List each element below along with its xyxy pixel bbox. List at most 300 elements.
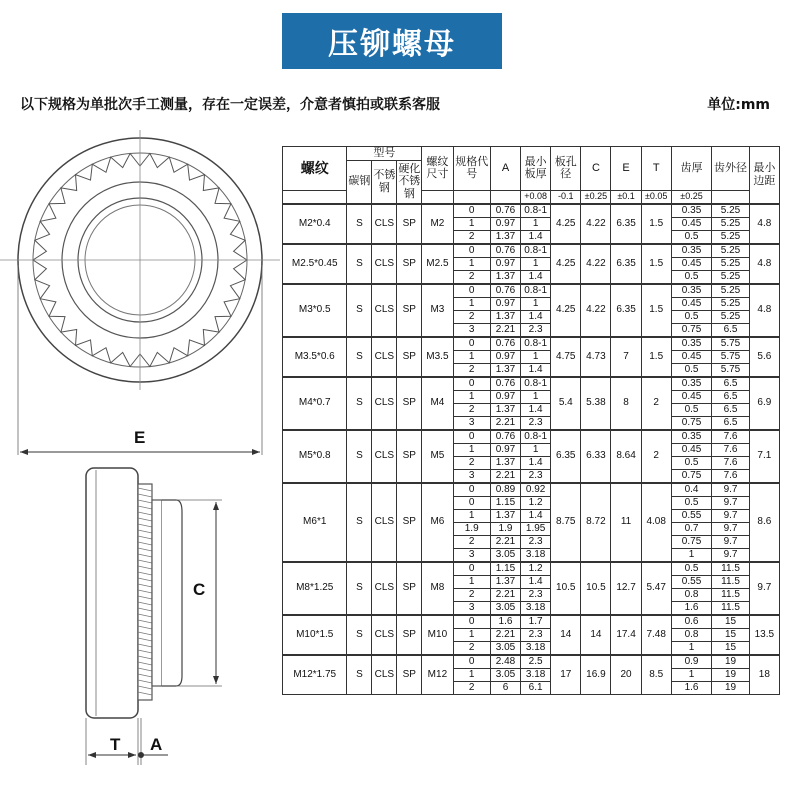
hardened-cell: SP: [397, 284, 422, 337]
min-thick-cell: 1.7: [521, 615, 551, 629]
spec-code-cell: 0: [453, 483, 490, 497]
e-cell: 6.35: [611, 284, 641, 337]
a-cell: 2.21: [490, 535, 520, 548]
min-thick-cell: 1: [521, 297, 551, 310]
spec-code-cell: 0: [453, 562, 490, 576]
a-cell: 3.05: [490, 668, 520, 681]
c-cell: 10.5: [581, 562, 611, 615]
tooth-thick-cell: 0.75: [671, 323, 712, 337]
tooth-od-cell: 9.7: [712, 483, 749, 497]
carbon-cell: S: [347, 244, 372, 284]
t-cell: 5.47: [641, 562, 671, 615]
tooth-od-cell: 9.7: [712, 496, 749, 509]
a-cell: 1.37: [490, 509, 520, 522]
tooth-od-cell: 5.25: [712, 230, 749, 244]
carbon-cell: S: [347, 615, 372, 655]
min-thick-cell: 1: [521, 350, 551, 363]
tooth-thick-cell: 1.6: [671, 681, 712, 694]
hardened-cell: SP: [397, 204, 422, 244]
min-thick-cell: 0.8-1: [521, 430, 551, 444]
spec-code-cell: 1.9: [453, 522, 490, 535]
tooth-thick-cell: 0.45: [671, 257, 712, 270]
label-a: A: [150, 735, 163, 754]
min-thick-cell: 2.3: [521, 535, 551, 548]
tooth-od-cell: 7.6: [712, 443, 749, 456]
tooth-thick-cell: 0.8: [671, 588, 712, 601]
carbon-cell: S: [347, 430, 372, 483]
carbon-cell: S: [347, 483, 372, 562]
tooth-thick-cell: 1.6: [671, 601, 712, 615]
spec-code-cell: 3: [453, 469, 490, 483]
header-thread: 螺纹: [283, 147, 347, 191]
stainless-cell: CLS: [372, 244, 397, 284]
thread-cell: M4*0.7: [283, 377, 347, 430]
tooth-thick-cell: 0.75: [671, 416, 712, 430]
tooth-thick-cell: 0.45: [671, 443, 712, 456]
stainless-cell: CLS: [372, 483, 397, 562]
min-thick-cell: 2.3: [521, 323, 551, 337]
thread-cell: M2.5*0.45: [283, 244, 347, 284]
carbon-cell: S: [347, 204, 372, 244]
nut-side-view: [86, 468, 182, 718]
min-thick-cell: 0.8-1: [521, 284, 551, 298]
size-cell: M10: [422, 615, 453, 655]
min-thick-cell: 1: [521, 217, 551, 230]
header-e: E: [611, 147, 641, 191]
tooth-od-cell: 5.75: [712, 337, 749, 351]
tooth-thick-cell: 0.35: [671, 430, 712, 444]
tooth-thick-cell: 0.5: [671, 403, 712, 416]
a-cell: 1.37: [490, 310, 520, 323]
tooth-od-cell: 6.5: [712, 403, 749, 416]
tooth-thick-cell: 0.35: [671, 204, 712, 218]
header-model-group: 型号: [347, 147, 422, 161]
c-cell: 8.72: [581, 483, 611, 562]
spec-code-cell: 1: [453, 390, 490, 403]
spec-code-cell: 3: [453, 416, 490, 430]
min-thick-cell: 1.4: [521, 363, 551, 377]
e-cell: 7: [611, 337, 641, 377]
hardened-cell: SP: [397, 337, 422, 377]
hardened-cell: SP: [397, 655, 422, 695]
thread-cell: M12*1.75: [283, 655, 347, 695]
stainless-cell: CLS: [372, 337, 397, 377]
spec-code-cell: 0: [453, 377, 490, 391]
min-thick-cell: 1.2: [521, 562, 551, 576]
tooth-thick-cell: 0.55: [671, 575, 712, 588]
e-cell: 8.64: [611, 430, 641, 483]
a-cell: 0.76: [490, 204, 520, 218]
hole-cell: 4.25: [551, 204, 581, 244]
min-edge-cell: 9.7: [749, 562, 779, 615]
min-thick-cell: 1.4: [521, 230, 551, 244]
spec-code-cell: 2: [453, 230, 490, 244]
thread-cell: M10*1.5: [283, 615, 347, 655]
spec-code-cell: 1: [453, 217, 490, 230]
min-edge-cell: 4.8: [749, 244, 779, 284]
tooth-od-cell: 6.5: [712, 323, 749, 337]
spec-code-cell: 2: [453, 270, 490, 284]
a-cell: 0.97: [490, 297, 520, 310]
t-cell: 2: [641, 430, 671, 483]
size-cell: M2: [422, 204, 453, 244]
c-cell: 4.22: [581, 204, 611, 244]
min-thick-cell: 2.5: [521, 655, 551, 669]
spec-code-cell: 1: [453, 297, 490, 310]
e-cell: 6.35: [611, 204, 641, 244]
tooth-od-cell: 5.25: [712, 204, 749, 218]
nut-top-view: [0, 130, 280, 390]
a-cell: 1.15: [490, 562, 520, 576]
tooth-thick-cell: 0.5: [671, 562, 712, 576]
thread-cell: M8*1.25: [283, 562, 347, 615]
a-cell: 0.97: [490, 257, 520, 270]
thread-cell: M2*0.4: [283, 204, 347, 244]
tooth-od-cell: 5.25: [712, 257, 749, 270]
tooth-thick-cell: 0.45: [671, 350, 712, 363]
stainless-cell: CLS: [372, 430, 397, 483]
tooth-od-cell: 5.75: [712, 363, 749, 377]
min-thick-cell: 1.2: [521, 496, 551, 509]
min-thick-cell: 3.18: [521, 548, 551, 562]
table-row: [283, 244, 780, 258]
min-edge-cell: 7.1: [749, 430, 779, 483]
stainless-cell: CLS: [372, 377, 397, 430]
min-thick-cell: 1.4: [521, 403, 551, 416]
min-thick-cell: 1: [521, 390, 551, 403]
t-cell: 4.08: [641, 483, 671, 562]
t-cell: 1.5: [641, 284, 671, 337]
a-cell: 1.37: [490, 575, 520, 588]
table-row: [283, 655, 780, 669]
tolerance-t: ±0.1: [611, 190, 641, 204]
hole-cell: 14: [551, 615, 581, 655]
stainless-cell: CLS: [372, 284, 397, 337]
stainless-cell: CLS: [372, 562, 397, 615]
e-cell: 17.4: [611, 615, 641, 655]
tooth-od-cell: 6.5: [712, 390, 749, 403]
min-thick-cell: 2.3: [521, 416, 551, 430]
a-cell: 2.48: [490, 655, 520, 669]
t-cell: 8.5: [641, 655, 671, 695]
size-cell: M4: [422, 377, 453, 430]
c-cell: 4.22: [581, 244, 611, 284]
table-row: [283, 284, 780, 298]
min-thick-cell: 6.1: [521, 681, 551, 694]
c-cell: 6.33: [581, 430, 611, 483]
tolerance-tooth-thick: ±0.05: [641, 190, 671, 204]
tolerance-c: -0.1: [551, 190, 581, 204]
tooth-od-cell: 19: [712, 655, 749, 669]
size-cell: M12: [422, 655, 453, 695]
tooth-od-cell: 11.5: [712, 601, 749, 615]
a-cell: 0.76: [490, 244, 520, 258]
thread-cell: M6*1: [283, 483, 347, 562]
tooth-od-cell: 7.6: [712, 456, 749, 469]
min-edge-cell: 4.8: [749, 284, 779, 337]
t-cell: 2: [641, 377, 671, 430]
tooth-thick-cell: 0.35: [671, 337, 712, 351]
a-cell: 0.97: [490, 350, 520, 363]
tooth-od-cell: 11.5: [712, 562, 749, 576]
a-cell: 1.9: [490, 522, 520, 535]
min-thick-cell: 1.4: [521, 509, 551, 522]
hole-cell: 8.75: [551, 483, 581, 562]
a-cell: 3.05: [490, 601, 520, 615]
hole-cell: 4.25: [551, 244, 581, 284]
t-cell: 7.48: [641, 615, 671, 655]
tooth-od-cell: 5.25: [712, 284, 749, 298]
technical-drawing: [0, 0, 280, 800]
a-cell: 0.76: [490, 337, 520, 351]
a-cell: 0.97: [490, 217, 520, 230]
size-cell: M3.5: [422, 337, 453, 377]
min-edge-cell: 6.9: [749, 377, 779, 430]
tooth-od-cell: 5.25: [712, 270, 749, 284]
min-thick-cell: 0.92: [521, 483, 551, 497]
header-stainless: 不锈钢: [372, 160, 397, 204]
tooth-od-cell: 19: [712, 668, 749, 681]
size-cell: M6: [422, 483, 453, 562]
tooth-od-cell: 5.75: [712, 350, 749, 363]
c-cell: 4.73: [581, 337, 611, 377]
tooth-thick-cell: 1: [671, 668, 712, 681]
size-cell: M8: [422, 562, 453, 615]
spec-code-cell: 2: [453, 588, 490, 601]
hole-cell: 10.5: [551, 562, 581, 615]
spec-code-cell: 1: [453, 575, 490, 588]
unit-label: 单位:mm: [707, 97, 770, 113]
hardened-cell: SP: [397, 483, 422, 562]
spec-code-cell: 3: [453, 323, 490, 337]
spec-code-cell: 1: [453, 443, 490, 456]
table-row: [283, 204, 780, 218]
a-cell: 2.21: [490, 323, 520, 337]
thread-cell: M3*0.5: [283, 284, 347, 337]
tooth-thick-cell: 0.75: [671, 469, 712, 483]
header-min-edge: 最小边距: [749, 147, 779, 204]
a-cell: 0.76: [490, 430, 520, 444]
tooth-thick-cell: 0.45: [671, 297, 712, 310]
min-thick-cell: 1: [521, 257, 551, 270]
t-cell: 1.5: [641, 244, 671, 284]
header-t: T: [641, 147, 671, 191]
a-cell: 1.37: [490, 363, 520, 377]
a-cell: 1.37: [490, 456, 520, 469]
spec-code-cell: 2: [453, 310, 490, 323]
spec-code-cell: 1: [453, 257, 490, 270]
e-cell: 6.35: [611, 244, 641, 284]
carbon-cell: S: [347, 655, 372, 695]
min-edge-cell: 18: [749, 655, 779, 695]
min-edge-cell: 4.8: [749, 204, 779, 244]
tooth-thick-cell: 1: [671, 641, 712, 655]
tooth-thick-cell: 0.45: [671, 217, 712, 230]
a-cell: 1.37: [490, 270, 520, 284]
c-cell: 14: [581, 615, 611, 655]
min-thick-cell: 2.3: [521, 469, 551, 483]
tooth-thick-cell: 0.5: [671, 456, 712, 469]
min-thick-cell: 0.8-1: [521, 204, 551, 218]
a-cell: 2.21: [490, 416, 520, 430]
tooth-od-cell: 9.7: [712, 548, 749, 562]
spec-code-cell: 2: [453, 403, 490, 416]
min-thick-cell: 1.4: [521, 456, 551, 469]
label-c: C: [193, 580, 206, 599]
spec-code-cell: 0: [453, 337, 490, 351]
table-row: [283, 377, 780, 391]
a-cell: 1.15: [490, 496, 520, 509]
tolerance-hole: +0.08: [521, 190, 551, 204]
hole-cell: 17: [551, 655, 581, 695]
spec-code-cell: 3: [453, 548, 490, 562]
carbon-cell: S: [347, 337, 372, 377]
tooth-thick-cell: 0.5: [671, 230, 712, 244]
hardened-cell: SP: [397, 430, 422, 483]
header-tooth-thick: 齿厚: [671, 147, 712, 191]
min-thick-cell: 3.18: [521, 641, 551, 655]
stainless-cell: CLS: [372, 204, 397, 244]
a-cell: 6: [490, 681, 520, 694]
tooth-od-cell: 15: [712, 628, 749, 641]
hole-cell: 6.35: [551, 430, 581, 483]
a-cell: 1.6: [490, 615, 520, 629]
tooth-od-cell: 7.6: [712, 430, 749, 444]
min-thick-cell: 0.8-1: [521, 377, 551, 391]
a-cell: 2.21: [490, 469, 520, 483]
hardened-cell: SP: [397, 615, 422, 655]
e-cell: 8: [611, 377, 641, 430]
table-row: [283, 430, 780, 444]
tooth-thick-cell: 0.5: [671, 363, 712, 377]
tooth-od-cell: 15: [712, 641, 749, 655]
spec-code-cell: 1: [453, 668, 490, 681]
tooth-thick-cell: 0.6: [671, 615, 712, 629]
min-thick-cell: 3.18: [521, 601, 551, 615]
thread-cell: M5*0.8: [283, 430, 347, 483]
header-spec-code: 规格代号: [453, 147, 490, 191]
tooth-od-cell: 15: [712, 615, 749, 629]
header-hardened: 硬化不锈钢: [397, 160, 422, 204]
tooth-thick-cell: 0.5: [671, 310, 712, 323]
spec-code-cell: 2: [453, 641, 490, 655]
header-a: A: [490, 147, 520, 191]
min-thick-cell: 0.8-1: [521, 244, 551, 258]
tooth-thick-cell: 1: [671, 548, 712, 562]
tooth-thick-cell: 0.35: [671, 377, 712, 391]
min-edge-cell: 13.5: [749, 615, 779, 655]
stainless-cell: CLS: [372, 655, 397, 695]
spec-table: [282, 146, 780, 695]
tooth-od-cell: 9.7: [712, 522, 749, 535]
tooth-thick-cell: 0.35: [671, 244, 712, 258]
tooth-od-cell: 6.5: [712, 377, 749, 391]
a-cell: 0.76: [490, 377, 520, 391]
tooth-thick-cell: 0.55: [671, 509, 712, 522]
tooth-od-cell: 6.5: [712, 416, 749, 430]
tolerance-tooth-od: ±0.25: [671, 190, 712, 204]
table-row: [283, 483, 780, 497]
tooth-od-cell: 7.6: [712, 469, 749, 483]
min-edge-cell: 8.6: [749, 483, 779, 562]
min-edge-cell: 5.6: [749, 337, 779, 377]
tooth-od-cell: 9.7: [712, 535, 749, 548]
a-cell: 2.21: [490, 628, 520, 641]
spec-code-cell: 0: [453, 244, 490, 258]
size-cell: M2.5: [422, 244, 453, 284]
tolerance-e: ±0.25: [581, 190, 611, 204]
spec-code-cell: 1: [453, 509, 490, 522]
hardened-cell: SP: [397, 244, 422, 284]
min-thick-cell: 3.18: [521, 668, 551, 681]
spec-code-cell: 3: [453, 601, 490, 615]
header-min-thick: 最小板厚: [521, 147, 551, 191]
tooth-thick-cell: 0.8: [671, 628, 712, 641]
thread-cell: M3.5*0.6: [283, 337, 347, 377]
t-cell: 1.5: [641, 204, 671, 244]
hardened-cell: SP: [397, 562, 422, 615]
spec-code-cell: 1: [453, 628, 490, 641]
a-cell: 3.05: [490, 641, 520, 655]
spec-code-cell: 0: [453, 496, 490, 509]
min-thick-cell: 0.8-1: [521, 337, 551, 351]
spec-code-cell: 0: [453, 615, 490, 629]
c-cell: 5.38: [581, 377, 611, 430]
min-thick-cell: 1.95: [521, 522, 551, 535]
header-thread-size: 螺纹尺寸: [422, 147, 453, 191]
tooth-od-cell: 11.5: [712, 588, 749, 601]
a-cell: 1.37: [490, 230, 520, 244]
tooth-od-cell: 11.5: [712, 575, 749, 588]
spec-code-cell: 1: [453, 350, 490, 363]
min-thick-cell: 2.3: [521, 588, 551, 601]
spec-code-cell: 2: [453, 535, 490, 548]
min-thick-cell: 1.4: [521, 310, 551, 323]
header-c: C: [581, 147, 611, 191]
min-thick-cell: 1: [521, 443, 551, 456]
spec-code-cell: 0: [453, 284, 490, 298]
label-e: E: [134, 428, 146, 447]
banner-title: 压铆螺母: [328, 27, 456, 62]
hole-cell: 5.4: [551, 377, 581, 430]
a-cell: 1.37: [490, 403, 520, 416]
header-hole: 板孔径: [551, 147, 581, 191]
hole-cell: 4.25: [551, 284, 581, 337]
min-thick-cell: 1.4: [521, 575, 551, 588]
spec-table-body: [283, 204, 780, 695]
tooth-od-cell: 5.25: [712, 310, 749, 323]
tooth-od-cell: 19: [712, 681, 749, 694]
tooth-thick-cell: 0.5: [671, 270, 712, 284]
title-banner: [282, 13, 502, 69]
header-carbon: 碳钢: [347, 160, 372, 204]
carbon-cell: S: [347, 377, 372, 430]
tooth-od-cell: 5.25: [712, 244, 749, 258]
a-cell: 3.05: [490, 548, 520, 562]
tooth-od-cell: 5.25: [712, 217, 749, 230]
spec-code-cell: 2: [453, 681, 490, 694]
a-cell: 0.97: [490, 390, 520, 403]
tooth-od-cell: 5.25: [712, 297, 749, 310]
a-cell: 0.89: [490, 483, 520, 497]
a-cell: 2.21: [490, 588, 520, 601]
hole-cell: 4.75: [551, 337, 581, 377]
spec-code-cell: 0: [453, 204, 490, 218]
measurement-notice: 以下规格为单批次手工测量，存在一定误差，介意者慎拍或联系客服: [20, 97, 440, 113]
table-row: [283, 562, 780, 576]
tooth-thick-cell: 0.4: [671, 483, 712, 497]
spec-code-cell: 0: [453, 430, 490, 444]
